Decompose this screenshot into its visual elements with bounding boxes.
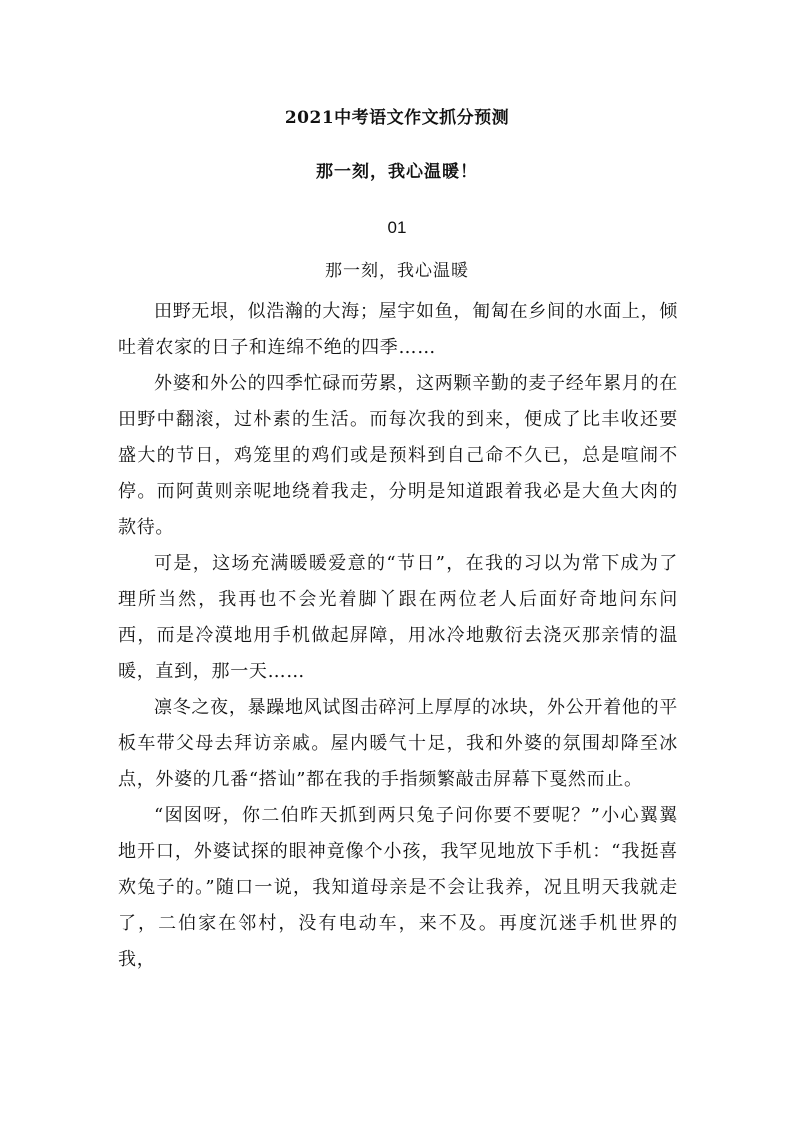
document-subtitle: 那一刻，我心温暖！ (316, 162, 478, 182)
section-number: 01 (387, 218, 407, 237)
essay-paragraph: “囡囡呀，你二伯昨天抓到两只兔子问你要不要呢？”小心翼翼地开口，外婆试探的眼神竟像个小孩，我罕见地放下手机：“我挺喜欢兔子的。”随口一说，我知道母亲是不会让我养，况且明天我就走了，二伯家在邻村，没有电动车，来不及。再度沉迷手机世界的我， (118, 805, 678, 970)
essay-paragraph: 可是，这场充满暖暖爱意的“节日”，在我的习以为常下成为了理所当然，我再也不会光着脚丫跟在两位老人后面好奇地问东问西，而是冷漠地用手机做起屏障，用冰冷地敷衍去浇灭那亲情的温暖，直到，那一天…… (118, 553, 678, 682)
document-title: 2021中考语文作文抓分预测 (284, 108, 510, 128)
essay-title: 那一刻，我心温暖 (325, 261, 469, 281)
essay-paragraph: 田野无垠，似浩瀚的大海；屋宇如鱼，匍匐在乡间的水面上，倾吐着农家的日子和连绵不绝的四季…… (118, 301, 678, 358)
essay-body (118, 294, 678, 978)
essay-paragraph: 外婆和外公的四季忙碌而劳累，这两颗辛勤的麦子经年累月的在田野中翻滚，过朴素的生活。而每次我的到来，便成了比丰收还要盛大的节日，鸡笼里的鸡们或是预料到自己命不久已，总是喧闹不停。而阿黄则亲呢地绕着我走，分明是知道跟着我必是大鱼大肉的款待。 (118, 373, 678, 538)
essay-paragraph: 凛冬之夜，暴躁地风试图击碎河上厚厚的冰块，外公开着他的平板车带父母去拜访亲戚。屋内暖气十足，我和外婆的氛围却降至冰点，外婆的几番“搭讪”都在我的手指频繁敲击屏幕下戛然而止。 (118, 697, 678, 790)
